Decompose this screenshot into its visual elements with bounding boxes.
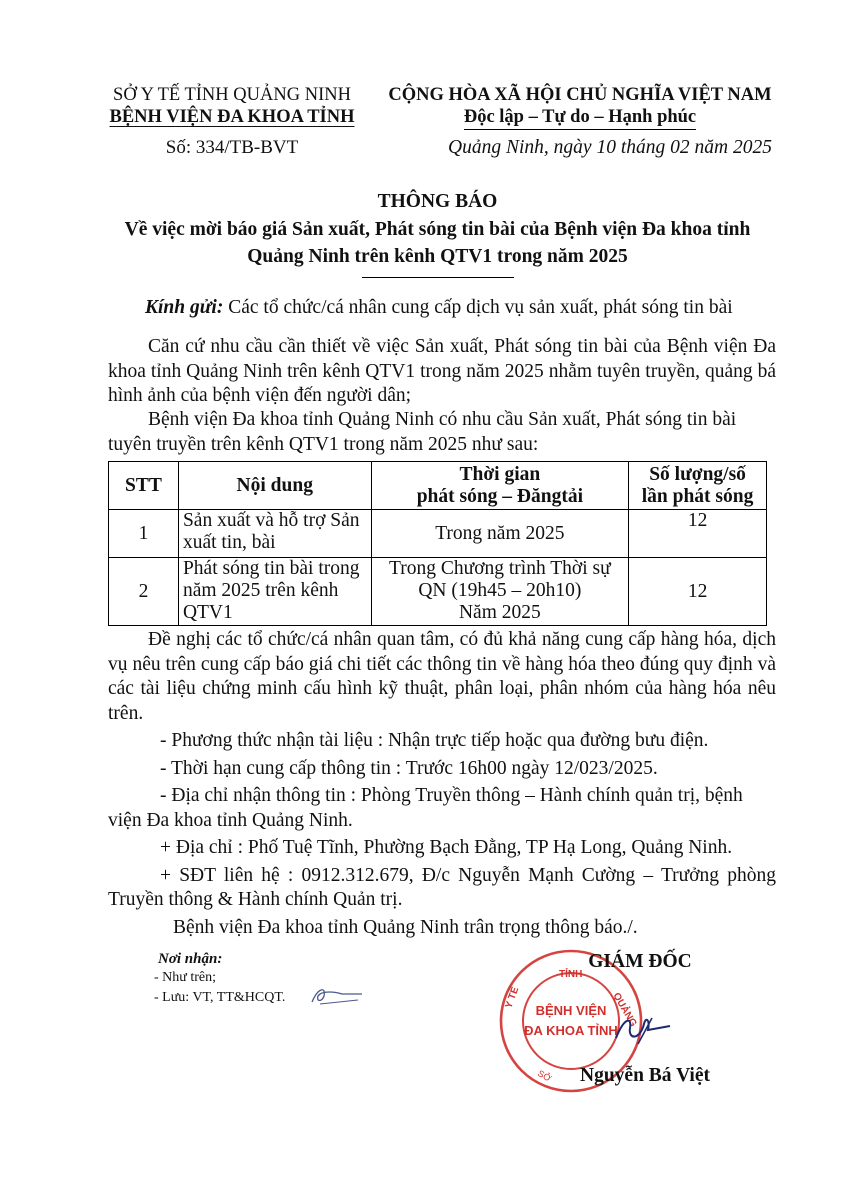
document-title: THÔNG BÁO [377,191,498,212]
info-item-address: - Địa chỉ nhận thông tin : Phòng Truyền thông – Hành chính quản trị, bệnh viện Đa khoa tỉnh Quảng Ninh. [108,785,743,831]
svg-text:TỈNH: TỈNH [559,969,583,980]
body-after-table [108,628,776,940]
paragraph-request: Đề nghị các tổ chức/cá nhân quan tâm, có đủ khả năng cung cấp hàng hóa, dịch vụ nêu trên cung cấp báo giá chi tiết các thông tin về hàng hóa theo đúng quy định và các tài liệu chứng minh cấu hình kỹ thuật, phân loại, phân nhóm của hàng hóa nêu trên. [108,629,776,724]
title-divider [362,277,514,278]
place-date: Quảng Ninh, ngày 10 tháng 02 năm 2025 [448,137,772,158]
national-motto: Độc lập – Tự do – Hạnh phúc [464,106,696,130]
svg-text:ĐA KHOA TỈNH: ĐA KHOA TỈNH [524,1023,618,1038]
agency-parent: SỞ Y TẾ TỈNH QUẢNG NINH [113,85,351,105]
agency-name: BỆNH VIỆN ĐA KHOA TỈNH [109,107,355,127]
paragraph-need: Bệnh viện Đa khoa tỉnh Quảng Ninh có nhu cầu Sản xuất, Phát sóng tin bài tuyên truyền trên kênh QTV1 trong năm 2025 như sau: [108,409,737,455]
closing-line: Bệnh viện Đa khoa tỉnh Quảng Ninh trân trọng thông báo./. [173,916,638,938]
paragraph-basis: Căn cứ nhu cầu cần thiết về việc Sản xuất, Phát sóng tin bài của Bệnh viện Đa khoa tỉnh Quảng Ninh trên kênh QTV1 trong năm 2025 nhằm tuyên truyền, quảng bá hình ảnh của bệnh viện đến người dân; [108,336,776,406]
row-content: Sản xuất và hỗ trợ Sản xuất tin, bài [178,510,371,558]
row-quantity: 12 [629,558,767,626]
info-item-method: - Phương thức nhận tài liệu : Nhận trực tiếp hoặc qua đường bưu điện. [160,730,709,751]
svg-text:QUẢNG: QUẢNG [610,991,639,1029]
header-content: Nội dung [178,462,371,510]
recipients-label: Nơi nhận: [158,951,223,967]
subject-line-2: Quảng Ninh trên kênh QTV1 trong năm 2025 [247,246,628,267]
header-quantity [629,462,767,510]
row-time-line-2: QN (19h45 – 20h10) [418,580,582,601]
info-item-deadline: - Thời hạn cung cấp thông tin : Trước 16h00 ngày 12/023/2025. [160,757,658,779]
service-table [108,461,767,626]
document-subject [90,216,785,270]
header-time-line-1: Thời gian [459,463,541,485]
row-time [371,558,629,626]
agency-header [92,84,372,128]
row-time-line-1: Trong Chương trình Thời sự [389,558,611,579]
header-time-line-2: phát sóng – Đăngtải [416,485,584,507]
recipient-label: Kính gửi: [145,297,224,318]
svg-text:Y TẾ: Y TẾ [503,985,522,1011]
subject-line-1: Về việc mời báo giá Sản xuất, Phát sóng tin bài của Bệnh viện Đa khoa tỉnh [124,219,751,240]
signer-name: Nguyễn Bá Việt [579,1065,710,1086]
recipient-line [145,296,785,321]
info-item-contact: + SĐT liên hệ : 0912.312.679, Đ/c Nguyễn Mạnh Cường – Trưởng phòng Truyền thông & Hành chính Quản trị. [108,864,776,910]
document-number: Số: 334/TB-BVT [165,137,299,158]
national-title: CỘNG HÒA XÃ HỘI CHỦ NGHĨA VIỆT NAM [388,85,772,105]
header-stt: STT [109,462,179,510]
initial-mark [308,982,366,1010]
svg-text:BỆNH VIỆN: BỆNH VIỆN [535,1003,607,1018]
row-stt: 1 [109,510,179,558]
row-time: Trong năm 2025 [371,510,629,558]
row-quantity: 12 [629,510,767,558]
recipient-item: - Như trên; [154,970,217,985]
table-row [109,558,767,626]
signer-title: GIÁM ĐỐC [588,951,692,972]
recipient-item: - Lưu: VT, TT&HCQT. [154,990,286,1005]
svg-text:SỞ: SỞ [536,1068,553,1084]
signature [610,1010,674,1050]
row-stt: 2 [109,558,179,626]
row-time-line-3: Năm 2025 [458,602,541,623]
table-row [109,510,767,558]
info-item-location: + Địa chỉ : Phố Tuệ Tĩnh, Phường Bạch Đằng, TP Hạ Long, Quảng Ninh. [160,837,733,858]
header-time [371,462,629,510]
recipient-text: Các tổ chức/cá nhân cung cấp dịch vụ sản xuất, phát sóng tin bài [223,297,733,318]
row-content: Phát sóng tin bài trong năm 2025 trên kênh QTV1 [178,558,371,626]
table-header-row [109,462,767,510]
national-header [375,84,785,130]
header-qty-line-1: Số lượng/số [649,463,746,485]
header-qty-line-2: lần phát sóng [641,485,754,507]
